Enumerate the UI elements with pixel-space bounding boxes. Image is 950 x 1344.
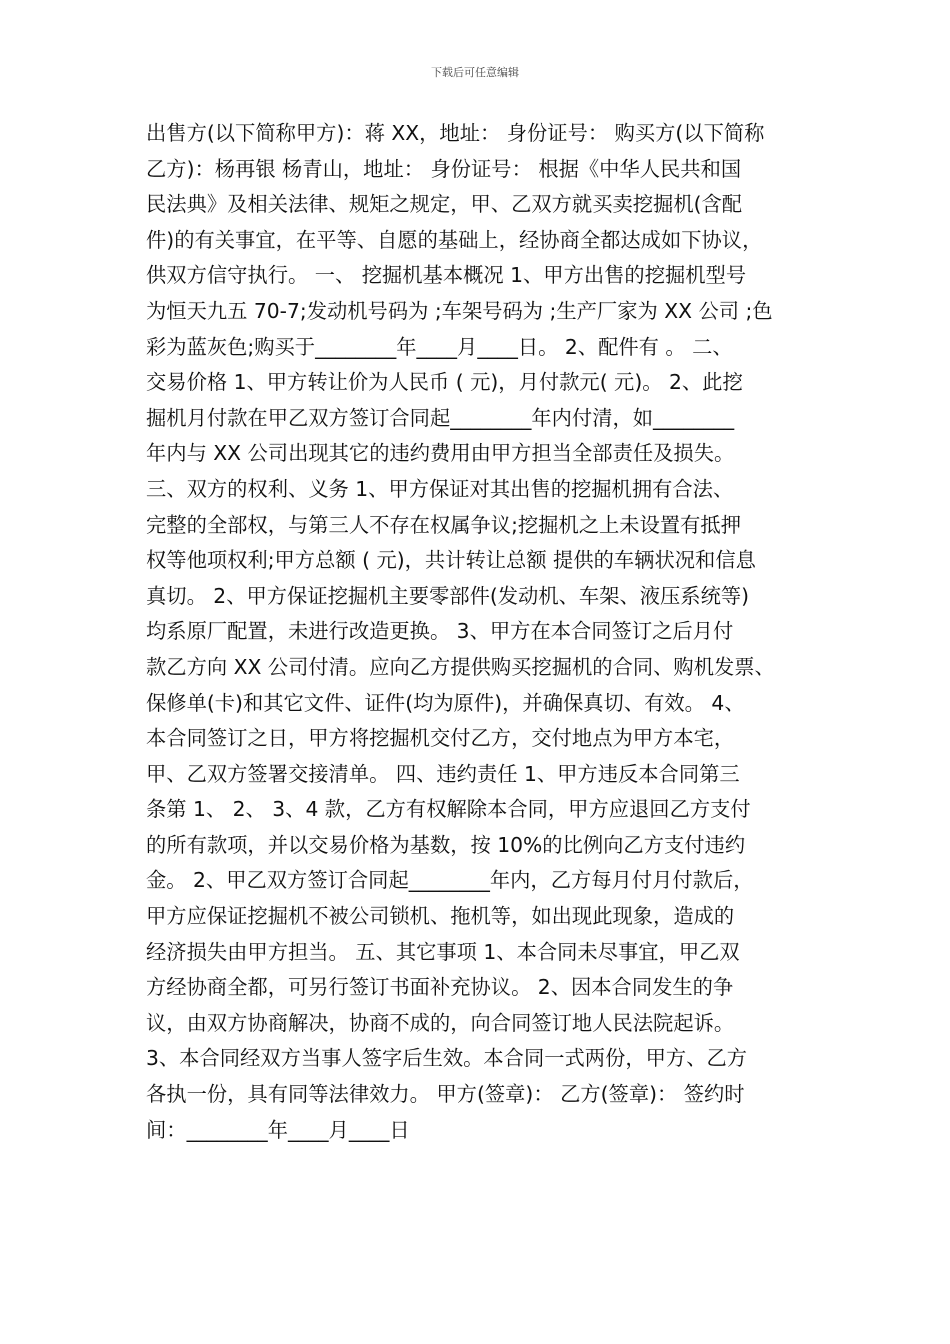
text-line: 3、本合同经双方当事人签字后生效。本合同一式两份，甲方、乙方 — [146, 1046, 748, 1071]
text-line: 为恒天九五 70-7;发动机号码为 ;车架号码为 ;生产厂家为 XX 公司 ;色 — [146, 298, 773, 323]
text-line: 彩为蓝灰色;购买于________年____月____日。 2、配件有 。 二、 — [146, 334, 733, 359]
text-line: 条第 1、 2、 3、4 款，乙方有权解除本合同，甲方应退回乙方支付 — [146, 797, 751, 822]
text-line: 真切。 2、甲方保证挖掘机主要零部件(发动机、车架、液压系统等) — [146, 583, 750, 608]
text-line: 均系原厂配置，未进行改造更换。 3、甲方在本合同签订之后月付 — [146, 619, 734, 644]
contract-body — [146, 116, 812, 1148]
text-line: 三、双方的权利、义务 1、甲方保证对其出售的挖掘机拥有合法、 — [146, 476, 734, 501]
text-line: 民法典》及相关法律、规矩之规定，甲、乙双方就买卖挖掘机(含配 — [146, 192, 743, 217]
text-line: 件)的有关事宜，在平等、自愿的基础上，经协商全都达成如下协议， — [146, 227, 763, 252]
text-line: 的所有款项，并以交易价格为基数，按 10%的比例向乙方支付违约 — [146, 832, 746, 857]
text-line: 款乙方向 XX 公司付清。应向乙方提供购买挖掘机的合同、购机发票、 — [146, 654, 775, 679]
text-line: 权等他项权利;甲方总额 ( 元)，共计转让总额 提供的车辆状况和信息 — [146, 548, 756, 573]
text-line: 各执一份，具有同等法律效力。 甲方(签章)： 乙方(签章)： 签约时 — [146, 1082, 745, 1107]
text-line: 本合同签订之日，甲方将挖掘机交付乙方，交付地点为甲方本宅， — [146, 726, 735, 751]
text-line: 甲、乙双方签署交接清单。 四、违约责任 1、甲方违反本合同第三 — [146, 761, 740, 786]
page-header: 下载后可任意编辑 — [431, 66, 519, 79]
text-line: 议，由双方协商解决，协商不成的，向合同签订地人民法院起诉。 — [146, 1010, 735, 1035]
text-line: 方经协商全都，可另行签订书面补充协议。 2、因本合同发生的争 — [146, 975, 734, 1000]
text-line: 乙方)：杨再银 杨青山，地址： 身份证号： 根据《中华人民共和国 — [146, 156, 742, 181]
text-line: 完整的全部权，与第三人不存在权属争议;挖掘机之上未设置有抵押 — [146, 512, 741, 537]
text-line: 金。 2、甲乙双方签订合同起________年内，乙方每月付月付款后， — [146, 868, 754, 893]
text-line: 掘机月付款在甲乙双方签订合同起________年内付清，如________ — [146, 405, 735, 430]
text-line: 年内与 XX 公司出现其它的违约费用由甲方担当全部责任及损失。 — [146, 441, 735, 466]
text-line: 交易价格 1、甲方转让价为人民币 ( 元)，月付款元( 元)。 2、此挖 — [146, 370, 743, 395]
text-line: 经济损失由甲方担当。 五、其它事项 1、本合同未尽事宜，甲乙双 — [146, 939, 740, 964]
text-line: 保修单(卡)和其它文件、证件(均为原件)，并确保真切、有效。 4、 — [146, 690, 745, 715]
text-line: 甲方应保证挖掘机不被公司锁机、拖机等，如出现此现象，造成的 — [146, 904, 735, 929]
text-line: 供双方信守执行。 一、 挖掘机基本概况 1、甲方出售的挖掘机型号 — [146, 263, 747, 288]
text-line: 出售方(以下简称甲方)：蒋 XX，地址： 身份证号： 购买方(以下简称 — [146, 121, 765, 145]
text-line: 间：________年____月____日 — [146, 1117, 410, 1142]
